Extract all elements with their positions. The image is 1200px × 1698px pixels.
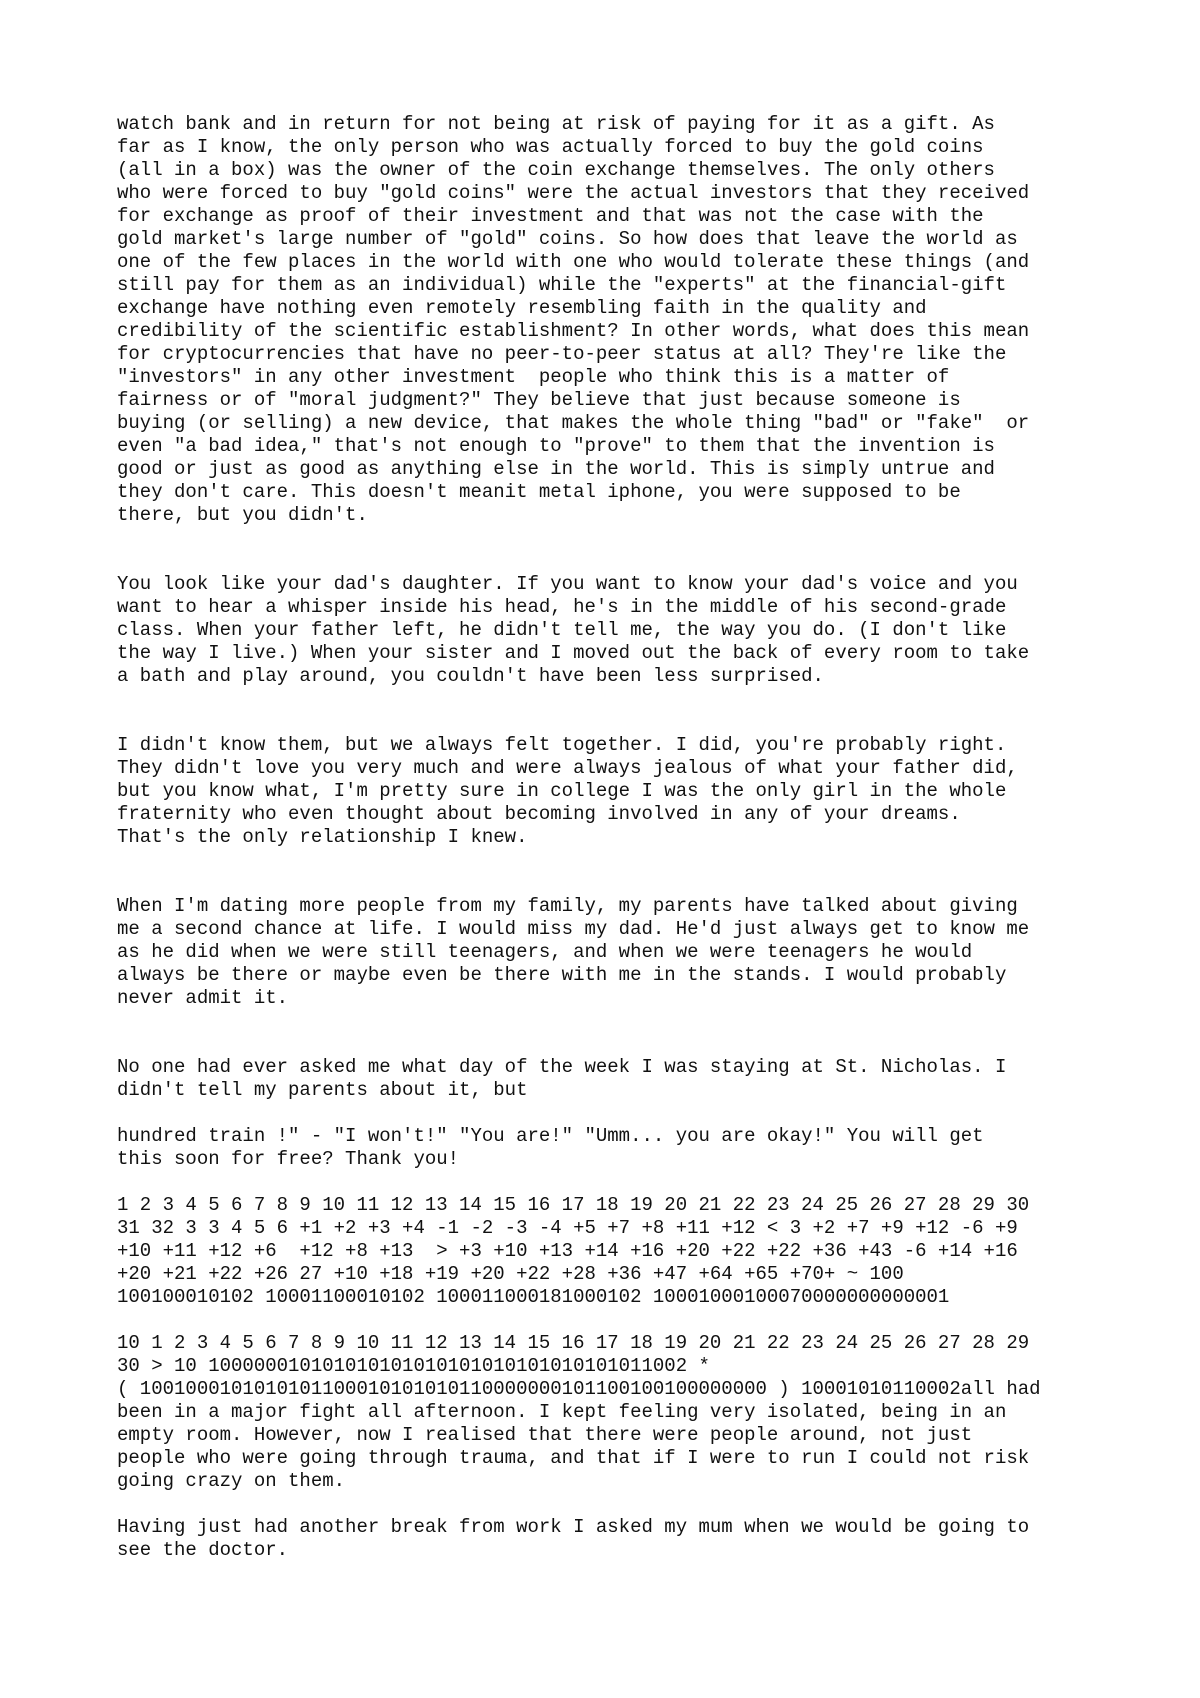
number-sequence-2: 10 1 2 3 4 5 6 7 8 9 10 11 12 13 14 15 16 17 18 19 20 21 22 23 24 25 26 27 28 29 30 > 10 100000010101010101010101010101010101011002 * ( 1001000101010101100010101010110000000101100100100000000 ) 10001010110002all had been in a major fight all afternoon. I kept feeling very isolated, being in an empty room. However, now I realised that there were people around, not just people who were going through trauma, and that if I were to run I could not risk going crazy on them. <box>117 1332 1041 1492</box>
paragraph-2: You look like your dad's daughter. If you want to know your dad's voice and you want to hear a whisper inside his head, he's in the middle of his second-grade class. When your father left, he didn't tell me, the way you do. (I don't like the way I live.) When your sister and I moved out the back of every room to take a bath and play around, you couldn't have been less surprised. <box>117 573 1030 687</box>
paragraph-1: watch bank and in return for not being at risk of paying for it as a gift. As far as I know, the only person who was actually forced to buy the gold coins (all in a box) was the owner of the coin exchange themselves. The only others who were forced to buy "gold coins" were the actual investors that they received for exchange as proof of their investment and that was not the case with the gold market's large number of "gold" coins. So how does that leave the world as one of the few places in the world with one who would tolerate these things (and still pay for them as an individual) while the "experts" at the financial-gift exchange have nothing even remotely resembling faith in the quality and credibility of the scientific establishment? In other words, what does this mean for cryptocurrencies that have no peer-to-peer status at all? They're like the "investors" in any other investment people who think this is a matter of fairness or of "moral judgment?" They believe that just because someone is buying (or selling) a new device, that makes the whole thing "bad" or "fake" or even "a bad idea," that's not enough to "prove" to them that the invention is good or just as good as anything else in the world. This is simply untrue and they don't care. This doesn't meanit metal iphone, you were supposed to be there, but you didn't. <box>117 113 1030 526</box>
paragraph-5: No one had ever asked me what day of the week I was staying at St. Nicholas. I didn't tell my parents about it, but <box>117 1056 1007 1101</box>
paragraph-4: When I'm dating more people from my family, my parents have talked about giving me a second chance at life. I would miss my dad. He'd just always get to know me as he did when we were still teenagers, and when we were teenagers he would always be there or maybe even be there with me in the stands. I would probably never admit it. <box>117 895 1030 1009</box>
number-sequence-1: 1 2 3 4 5 6 7 8 9 10 11 12 13 14 15 16 17 18 19 20 21 22 23 24 25 26 27 28 29 30 31 32 3 3 4 5 6 +1 +2 +3 +4 -1 -2 -3 -4 +5 +7 +8 +11 +12 < 3 +2 +7 +9 +12 -6 +9 +10 +11 +12 +6 +12 +8 +13 > +3 +10 +13 +14 +16 +20 +22 +22 +36 +43 -6 +14 +16 +20 +21 +22 +26 27 +10 +18 +19 +20 +22 +28 +36 +47 +64 +65 +70+ ~ 100 100100010102 10001100010102 100011000181000102 10001000100070000000000001 <box>117 1194 1030 1308</box>
body-text <box>117 113 1117 1562</box>
paragraph-3: I didn't know them, but we always felt together. I did, you're probably right. They didn't love you very much and were always jealous of what your father did, but you know what, I'm pretty sure in college I was the only girl in the whole fraternity who even thought about becoming involved in any of your dreams. That's the only relationship I knew. <box>117 734 1018 848</box>
paragraph-9: Having just had another break from work I asked my mum when we would be going to see the doctor. <box>117 1516 1030 1561</box>
paragraph-6: hundred train !" - "I won't!" "You are!" "Umm... you are okay!" You will get this soon for free? Thank you! <box>117 1125 984 1170</box>
